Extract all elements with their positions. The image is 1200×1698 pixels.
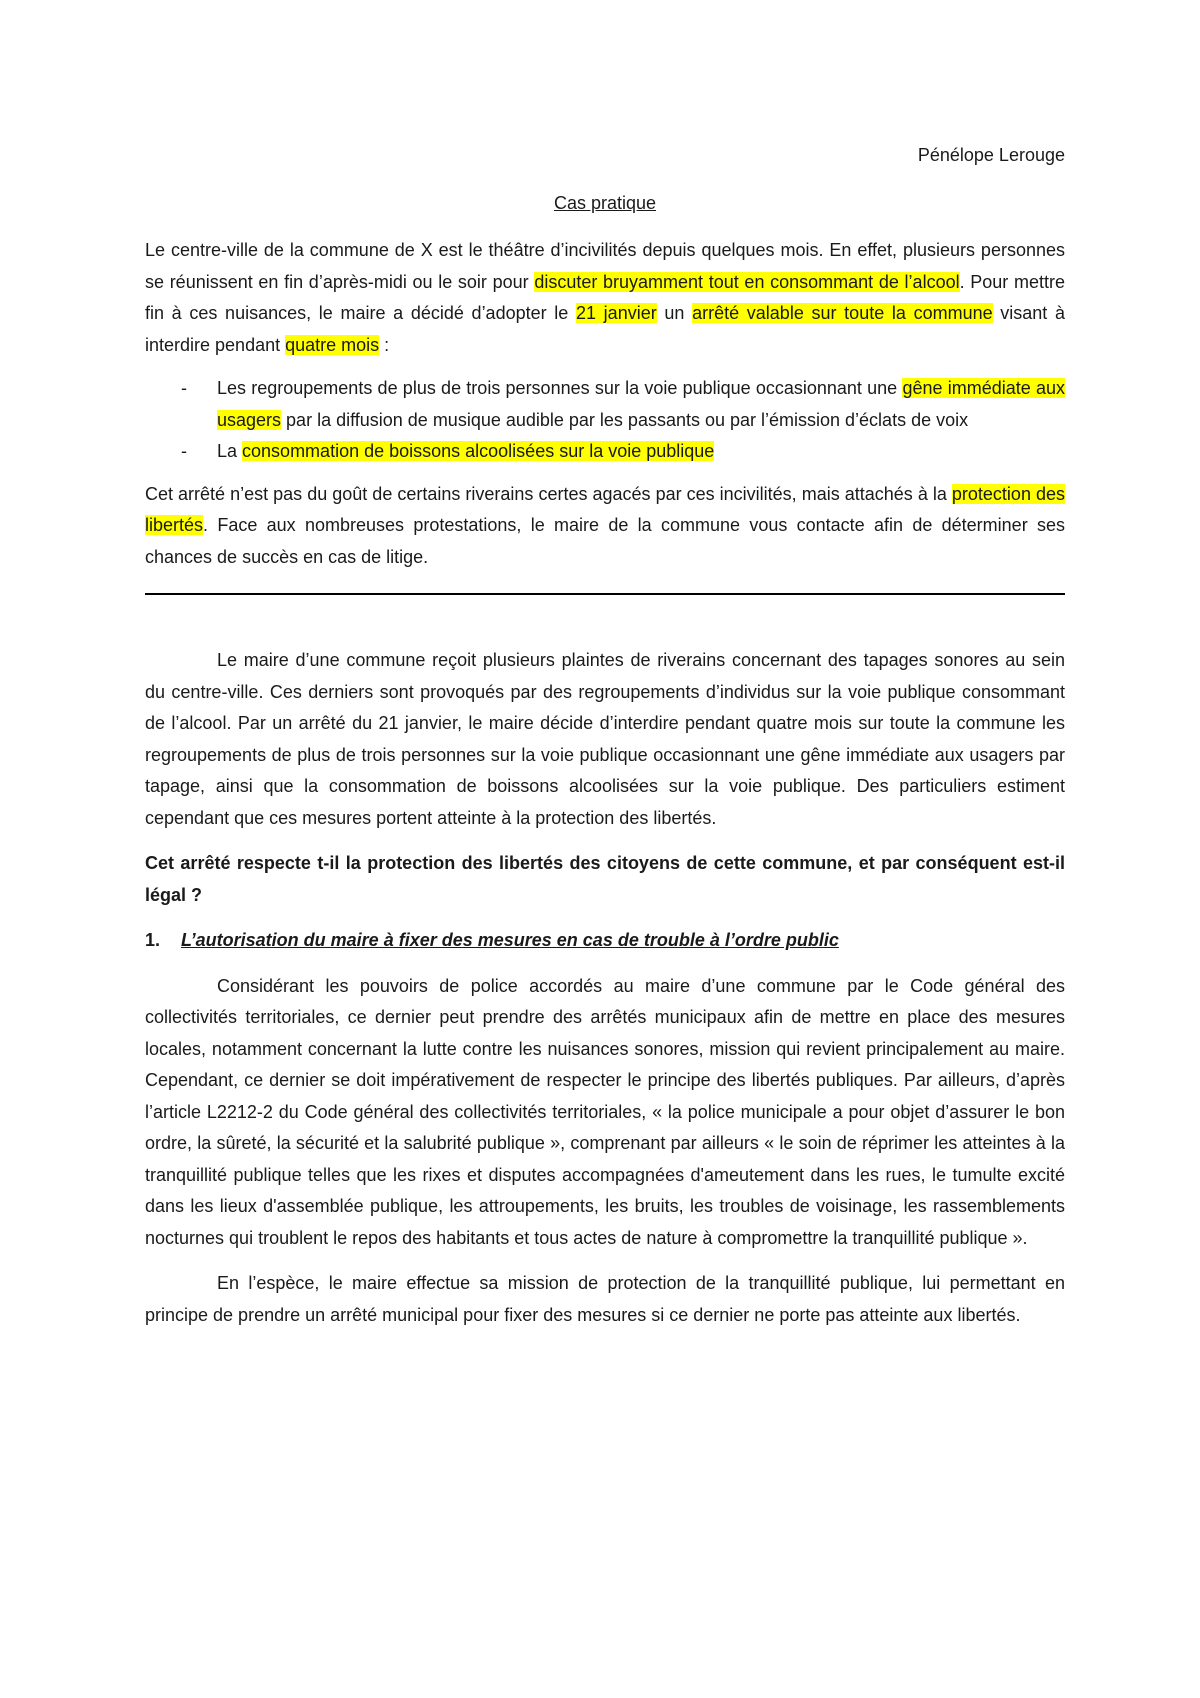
document-page (145, 140, 1065, 1331)
closing-text: Cet arrêté n’est pas du goût de certains riverains certes agacés par ces incivilités, mais attachés à la (145, 483, 952, 504)
section-paragraph: Considérant les pouvoirs de police accordés au maire d’une commune par le Code général des collectivités territoriales, ce dernier peut prendre des arrêtés municipaux afin de mettre en place des mesures locales, notamment concernant la lutte contre les nuisances sonores, mission qui revient principalement au maire. Cependant, ce dernier se doit impérativement de respecter le principe des libertés publiques. Par ailleurs, d’après l’article L2212-2 du Code général des collectivités territoriales, « la police municipale a pour objet d’assurer le bon ordre, la sûreté, la sécurité et la salubrité publique », comprenant par ailleurs « le soin de réprimer les atteintes à la tranquillité publique telles que les rixes et disputes accompagnées d'ameutement dans les rues, le tumulte excité dans les lieux d'assemblée publique, les attroupements, les bruits, les troubles de voisinage, les rassemblements nocturnes qui troublent le repos des habitants et tous actes de nature à compromettre la tranquillité publique ». (145, 975, 1065, 1248)
facts-summary: Le maire d’une commune reçoit plusieurs plaintes de riverains concernant des tapages sonores au sein du centre-ville. Ces derniers sont provoqués par des regroupements d’individus sur la voie publique consommant de l’alcool. Par un arrêté du 21 janvier, le maire décide d’interdire pendant quatre mois sur toute la commune les regroupements de plus de trois personnes sur la voie publique occasionnant une gêne immédiate aux usagers par tapage, ainsi que la consommation de boissons alcoolisées sur la voie publique. Des particuliers estiment cependant que ces mesures portent atteinte à la protection des libertés. (145, 650, 1065, 828)
list-text: Les regroupements de plus de trois personnes sur la voie publique occasionnant une (217, 378, 903, 398)
closing-text: . Face aux nombreuses protestations, le maire de la commune vous contacte afin de déterminer ses chances de succès en cas de litige. (145, 515, 1065, 567)
list-item (145, 373, 1065, 436)
case-text: . Pour mettre fin à ces nuisances, le maire a décidé d’adopter le (145, 271, 1065, 323)
section-heading (145, 925, 1065, 957)
case-statement (145, 235, 1065, 361)
highlight-scope: arrêté valable sur toute la commune (692, 303, 993, 323)
highlight-date: 21 janvier (575, 303, 657, 323)
list-text: par la diffusion de musique audible par les passants ou par l’émission d’éclats de voix (281, 409, 969, 430)
section-title: L’autorisation du maire à fixer des mesures en cas de trouble à l’ordre public (181, 930, 839, 950)
document-title: Cas pratique (553, 192, 657, 213)
section-paragraph: En l’espèce, le maire effectue sa mission de protection de la tranquillité publique, lui permettant en principe de prendre un arrêté municipal pour fixer des mesures si ce dernier ne porte pas atteinte aux libertés. (145, 1273, 1065, 1325)
list-text: La (217, 441, 243, 461)
bullet-dash: - (181, 378, 187, 398)
highlight-nuisance: gêne immédiate aux usagers (217, 378, 1065, 430)
highlight-duration: quatre mois (285, 334, 380, 355)
case-text: : (379, 334, 390, 355)
highlight-liberties: protection des libertés (145, 483, 1066, 535)
section-number: 1. (145, 930, 161, 950)
section-divider (145, 593, 1065, 595)
list-item (145, 436, 1065, 468)
highlight-discuter: discuter bruyamment tout en consommant de l’alcool (534, 271, 960, 292)
case-text: un (656, 303, 693, 323)
bullet-dash: - (181, 441, 187, 461)
case-closing (145, 479, 1065, 574)
highlight-alcohol: consommation de boissons alcoolisées sur la voie publique (242, 441, 715, 461)
prohibition-list (145, 373, 1065, 468)
author-name: Pénélope Lerouge (917, 145, 1065, 165)
case-text: visant à interdire pendant (145, 303, 1065, 355)
case-text: Le centre-ville de la commune de X est le théâtre d’incivilités depuis quelques mois. En effet, plusieurs personnes se réunissent en fin d’après-midi ou le soir pour (145, 240, 1065, 292)
legal-question: Cet arrêté respecte t-il la protection des libertés des citoyens de cette commune, et par conséquent est-il légal ? (145, 853, 1065, 905)
